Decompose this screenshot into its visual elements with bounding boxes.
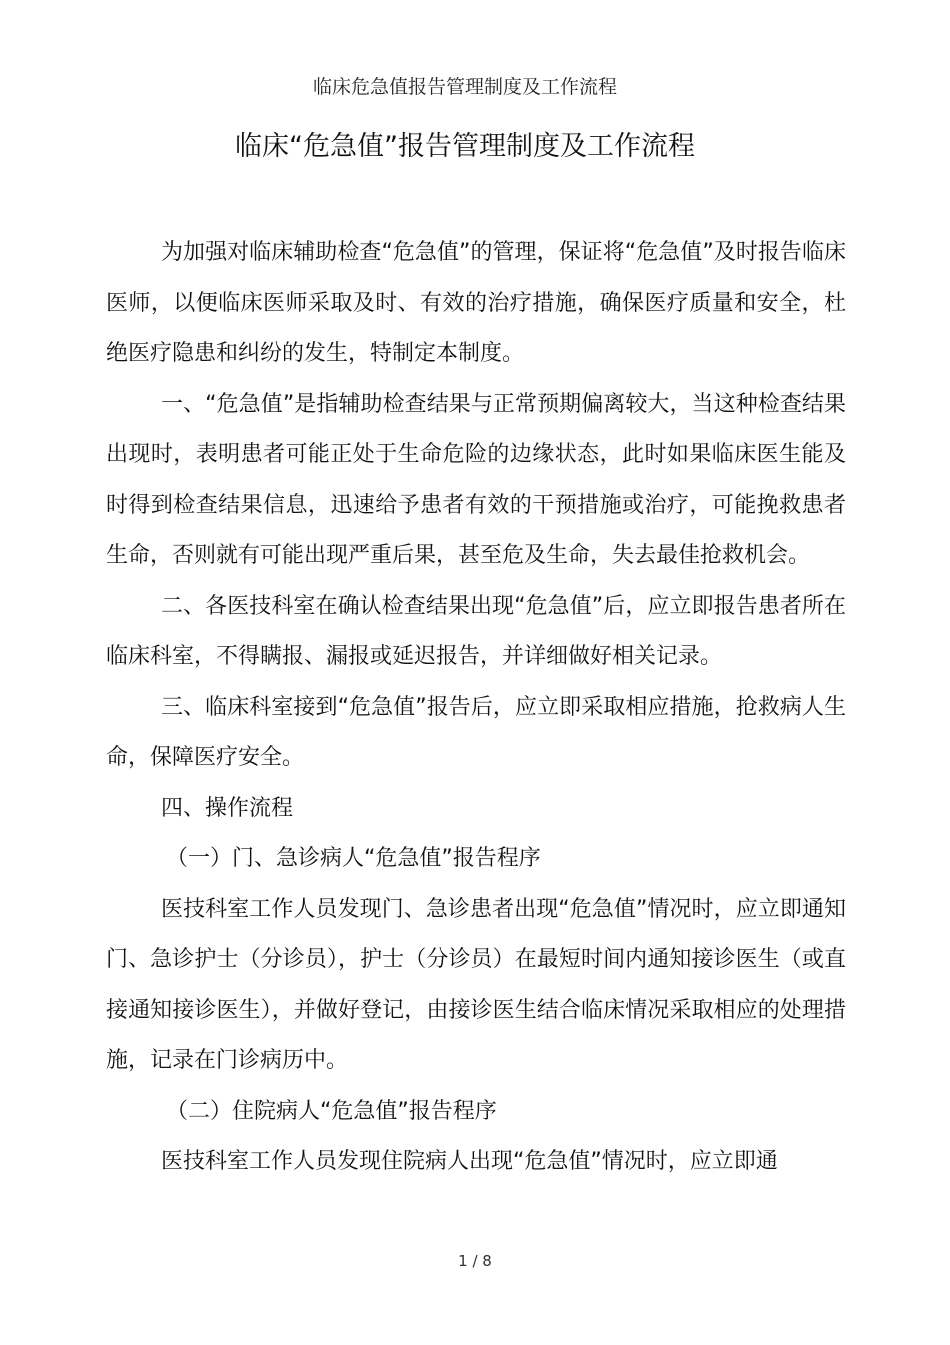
paragraph-intro: 为加强对临床辅助检查“危急值”的管理，保证将“危急值”及时报告临床医师，以便临床医师采取及时、有效的治疗措施，确保医疗质量和安全，杜绝医疗隐患和纠纷的发生，特制定本制度。	[106, 240, 846, 366]
paragraph-outpatient-procedure: 医技科室工作人员发现门、急诊患者出现“危急值”情况时，应立即通知门、急诊护士（分诊员），护士（分诊员）在最短时间内通知接诊医生（或直接通知接诊医生），并做好登记，由接诊医生结合临床情况采取相应的处理措施，记录在门诊病历中。	[106, 896, 846, 1073]
paragraph-inpatient-procedure: 医技科室工作人员发现住院病人出现“危急值”情况时，应立即通	[161, 1149, 778, 1174]
document-title: 临床“危急值”报告管理制度及工作流程	[235, 131, 695, 162]
section-heading-4: 四、操作流程	[161, 795, 294, 821]
paragraph-section-2: 二、各医技科室在确认检查结果出现“危急值”后，应立即报告患者所在临床科室，不得瞒报、漏报或延迟报告，并详细做好相关记录。	[106, 593, 846, 669]
subsection-heading-2: （二）住院病人“危急值”报告程序	[166, 1098, 497, 1124]
page-number: 1 / 8	[458, 1252, 492, 1270]
subsection-heading-1: （一）门、急诊病人“危急值”报告程序	[166, 846, 541, 871]
running-header: 临床危急值报告管理制度及工作流程	[312, 76, 617, 98]
document-body	[106, 228, 846, 1188]
paragraph-section-3: 三、临床科室接到“危急值”报告后，应立即采取相应措施，抢救病人生命，保障医疗安全。	[106, 694, 846, 770]
paragraph-section-1: 一、“危急值”是指辅助检查结果与正常预期偏离较大，当这种检查结果出现时，表明患者可能正处于生命危险的边缘状态，此时如果临床医生能及时得到检查结果信息，迅速给予患者有效的干预措施或治疗，可能挽救患者生命，否则就有可能出现严重后果，甚至危及生命，失去最佳抢救机会。	[106, 391, 846, 568]
